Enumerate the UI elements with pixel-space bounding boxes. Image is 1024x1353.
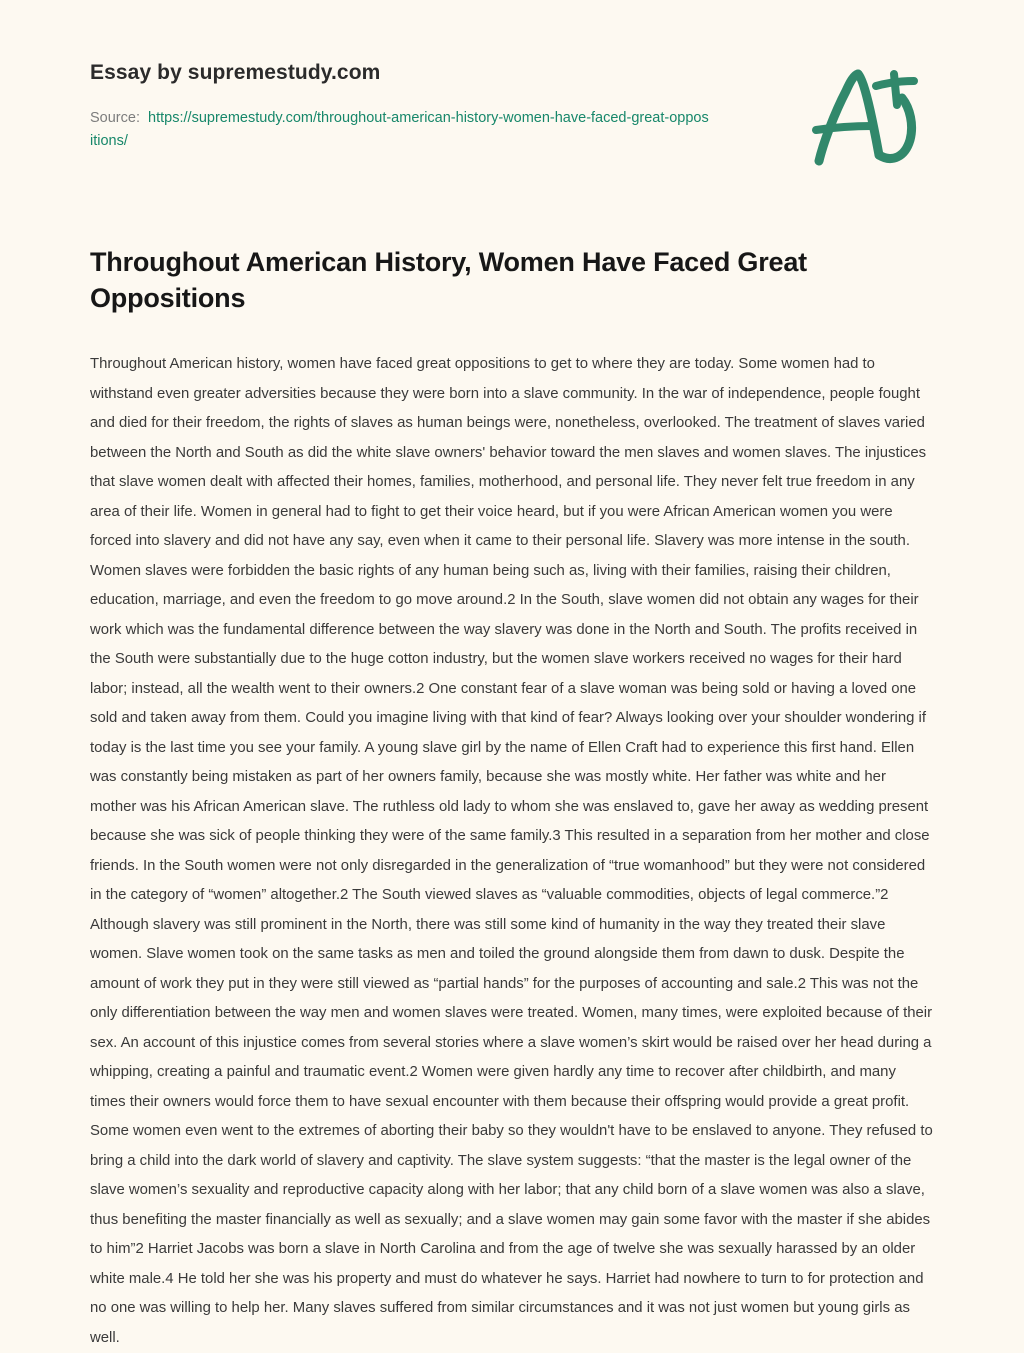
source-label: Source: (90, 110, 140, 127)
header-inner (90, 60, 964, 172)
header-text-block (90, 60, 710, 152)
source-url-link[interactable]: https://supremestudy.com/throughout-american-history-women-have-faced-great-oppositions/ (90, 110, 709, 149)
essay-attribution: Essay by supremestudy.com (90, 61, 381, 84)
article-body-text: Throughout American history, women have faced great oppositions to get to where they are today. Some women had to withstand even greater adversities because they were born into a slave community. In the war of independence, people fought and died for their freedom, the rights of slaves as human beings were, nonetheless, overlooked. The treatment of slaves varied between the North and South as did the white slave owners' behavior toward the men slaves and women slaves. The injustices that slave women dealt with affected their homes, families, motherhood, and personal life. They never felt true freedom in any area of their life. Women in general had to fight to get their voice heard, but if you were African American women you were forced into slavery and did not have any say, even when it came to their personal life. Slavery was more intense in the south. Women slaves were forbidden the basic rights of any human being such as, living with their families, raising their children, education, marriage, and even the freedom to go move around.2 In the South, slave women did not obtain any wages for their work which was the fundamental difference between the way slavery was done in the North and South. The profits received in the South were substantially due to the huge cotton industry, but the women slave workers received no wages for their hard labor; instead, all the wealth went to their owners.2 One constant fear of a slave woman was being sold or having a loved one sold and taken away from them. Could you imagine living with that kind of fear? Always looking over your shoulder wondering if today is the last time you see your family. A young slave girl by the name of Ellen Craft had to experience this first hand. Ellen was constantly being mistaken as part of her owners family, because she was mostly white. Her father was white and her mother was his African American slave. The ruthless old lady to whom she was enslaved to, gave her away as wedding present because she was sick of people thinking they were of the same family.3 This resulted in a separation from her mother and close friends. In the South women were not only disregarded in the generalization of “true womanhood” but they were not considered in the category of “women” altogether.2 The South viewed slaves as “valuable commodities, objects of legal commerce.”2 Although slavery was still prominent in the North, there was still some kind of humanity in the way they treated their slave women. Slave women took on the same tasks as men and toiled the ground alongside them from dawn to dusk. Despite the amount of work they put in they were still viewed as “partial hands” for the purposes of accounting and sale.2 This was not the only differentiation between the way men and women slaves were treated. Women, many times, were exploited because of their sex. An account of this injustice comes from several stories where a slave women’s skirt would be raised over her head during a whipping, creating a painful and traumatic event.2 Women were given hardly any time to recover after childbirth, and many times their owners would force them to have sexual encounter with them because their offspring would provide a great profit. Some women even went to the extremes of aborting their baby so they wouldn't have to be enslaved to anyone. They refused to bring a child into the dark world of slavery and captivity. The slave system suggests: “that the master is the legal owner of the slave women’s sexuality and reproductive capacity along with her labor; that any child born of a slave women was also a slave, thus benefiting the master financially as well as sexually; and a slave women may gain some favor with the master if she abides to him”2 Harriet Jacobs was born a slave in North Carolina and from the age of twelve she was sexually harassed by an older white male.4 He told her she was his property and must do whatever he says. Harriet had nowhere to turn to for protection and no one was willing to help her. Many slaves suffered from similar circumstances and it was not just women but young girls as well. (90, 356, 933, 1346)
article-container (90, 245, 935, 1353)
document-header (0, 0, 1024, 230)
source-line (90, 107, 710, 152)
a-plus-logo-icon (806, 62, 926, 172)
page-title: Throughout American History, Women Have Faced Great Oppositions (90, 247, 807, 313)
